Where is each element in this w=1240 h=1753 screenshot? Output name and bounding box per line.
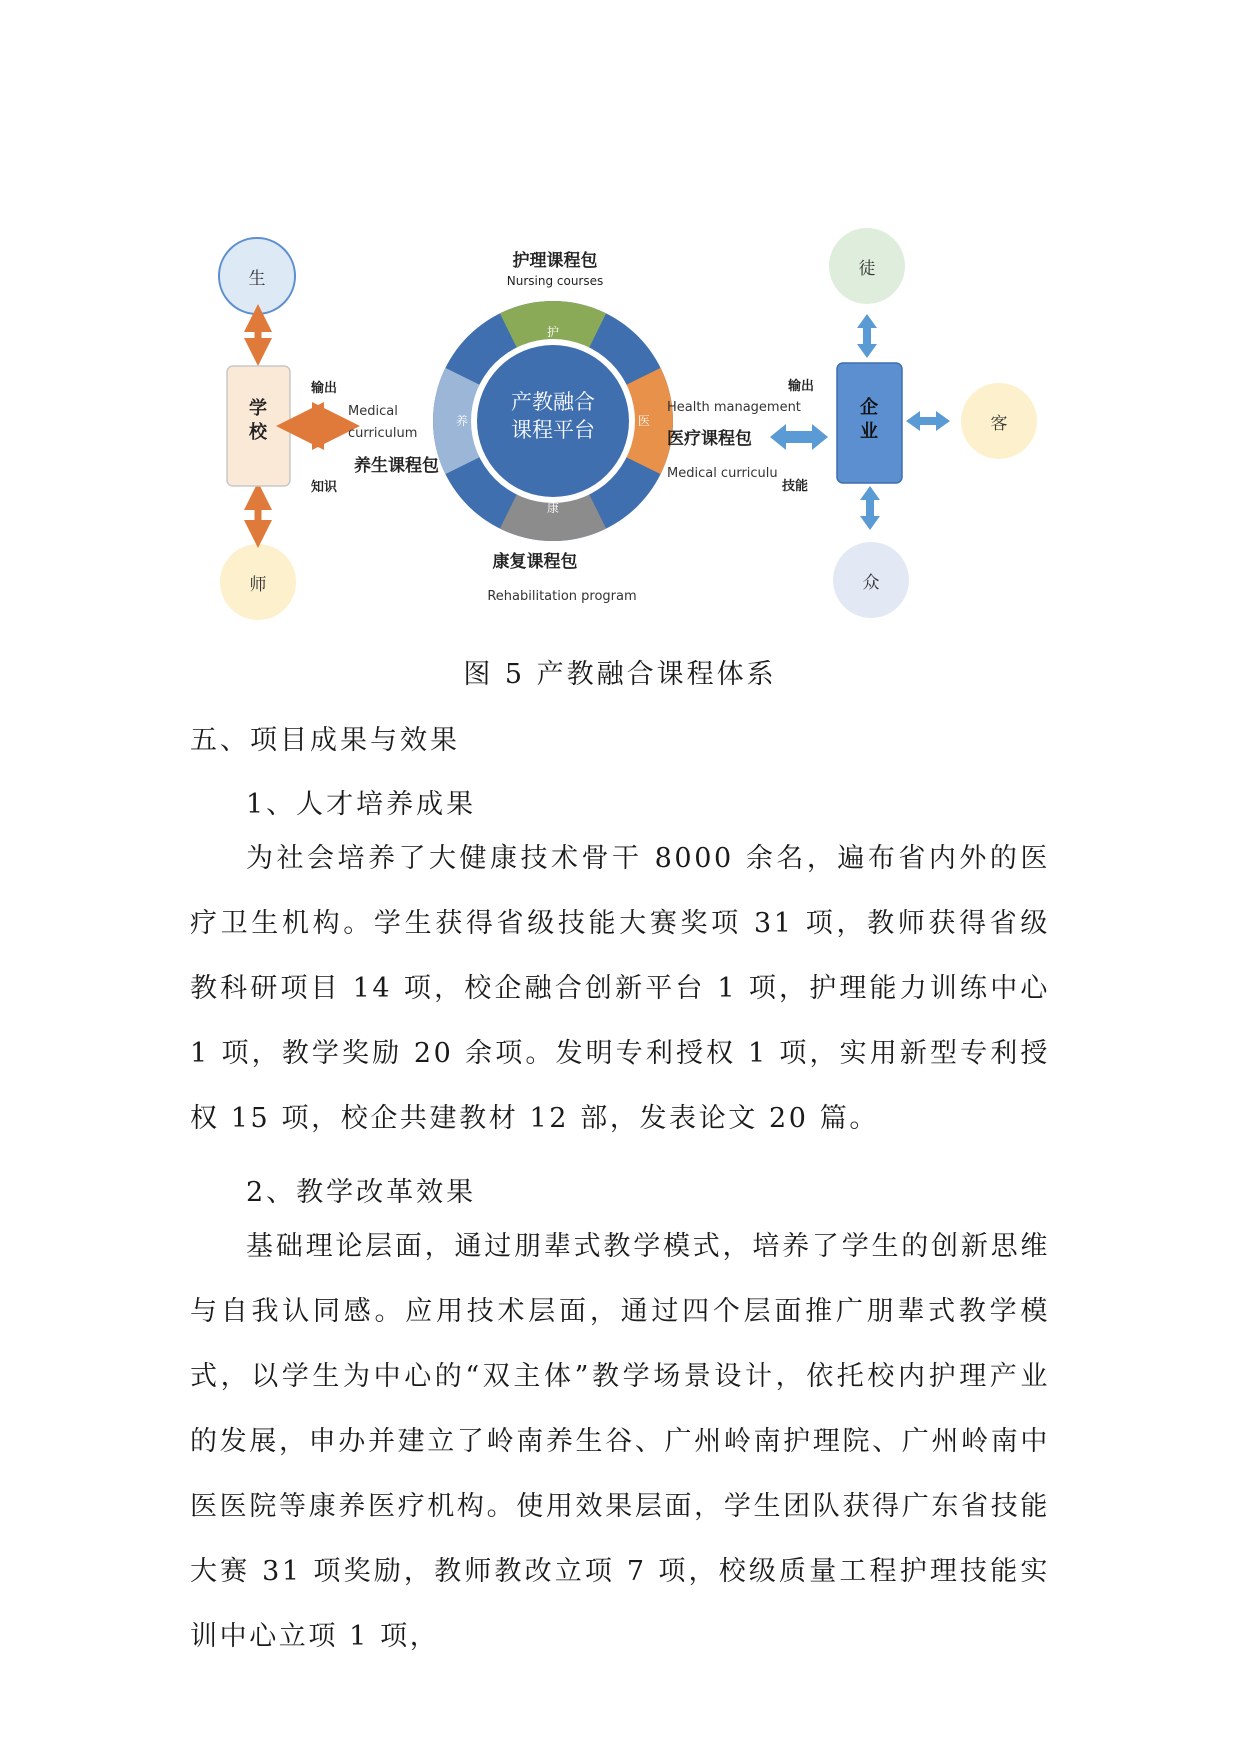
enterprise-apprentice-arrow-down (857, 343, 877, 358)
student-label: 生 (248, 269, 266, 289)
left-output-label: 输出 (310, 381, 338, 396)
paragraph-teaching-reform: 基础理论层面，通过朋辈式教学模式，培养了学生的创新思维与自我认同感。应用技术层面，通过四个层面推广朋辈式教学模式，以学生为中心的“双主体”教学场景设计，依托校内护理产业的发展，申办并建立了岭南养生谷、广州岭南护理院、广州岭南中医医院等康养医疗机构。使用效果层面，学生团队获得广东省技能大赛 31 项奖励，教师教改立项 7 项，校级质量工程护理技能实训中心立项 1 项， (190, 1231, 1050, 1652)
public-label: 众 (862, 573, 880, 593)
figure-caption: 图 5 产教融合课程体系 (463, 659, 777, 690)
enterprise-customer-arrow-left (906, 411, 934, 431)
rehab-package-title: 康复课程包 (492, 552, 578, 572)
apprentice-label: 徒 (858, 259, 876, 279)
right-en-bottom: Medical curriculu (667, 466, 778, 481)
rehab-package-en: Rehabilitation program (487, 589, 637, 604)
ring-label-nursing: 护 (546, 325, 560, 339)
enterprise-apprentice-arrow-up (857, 314, 877, 343)
enterprise-public-arrow-down (860, 515, 880, 530)
left-school-group (219, 238, 439, 620)
center-text-line1: 产教融合 (511, 390, 595, 414)
platform-enterprise-arrow-right (810, 424, 828, 450)
right-en-top: Health management (667, 400, 801, 415)
section-heading: 五、项目成果与效果 (190, 725, 460, 756)
ring-label-medical: 医 (637, 414, 651, 428)
platform-enterprise-arrow-left (770, 424, 810, 450)
wellness-package-title: 养生课程包 (354, 456, 439, 476)
left-en-line1: Medical (348, 404, 398, 419)
teacher-label: 师 (249, 575, 267, 595)
right-skill-label: 技能 (781, 479, 809, 494)
nursing-package-title: 护理课程包 (512, 251, 598, 271)
right-output-label: 输出 (787, 379, 815, 394)
right-enterprise-group (667, 228, 1037, 618)
school-label-2: 校 (249, 422, 267, 443)
subheading-talent: 1、人才培养成果 (246, 789, 477, 820)
subheading-teaching-reform: 2、教学改革效果 (246, 1177, 477, 1208)
medical-package-title: 医疗课程包 (667, 429, 752, 449)
enterprise-label-1: 企 (860, 397, 878, 418)
enterprise-public-arrow-up (860, 486, 880, 515)
paragraph-talent: 为社会培养了大健康技术骨干 8000 余名，遍布省内外的医疗卫生机构。学生获得省级技能大赛奖项 31 项，教师获得省级教科研项目 14 项，校企融合创新平台 1 项，护理能力训练中心 1 项，教学奖励 20 余项。发明专利授权 1 项，实用新型专利授权 15 项，校企共建教材 12 部，发表论文 20 篇。 (190, 843, 1050, 1134)
platform-ring (433, 301, 673, 541)
ring-label-wellness: 养 (455, 414, 469, 428)
center-text-line2: 课程平台 (511, 418, 595, 442)
ring-label-rehab: 康 (546, 501, 560, 515)
nursing-package-en: Nursing courses (506, 274, 604, 288)
customer-label: 客 (990, 414, 1008, 434)
enterprise-label-2: 业 (860, 421, 878, 442)
enterprise-customer-arrow-right (934, 411, 950, 431)
left-knowledge-label: 知识 (310, 480, 338, 495)
school-label-1: 学 (249, 398, 267, 419)
course-system-diagram (0, 0, 1240, 640)
left-en-line2: curriculum (348, 426, 418, 441)
